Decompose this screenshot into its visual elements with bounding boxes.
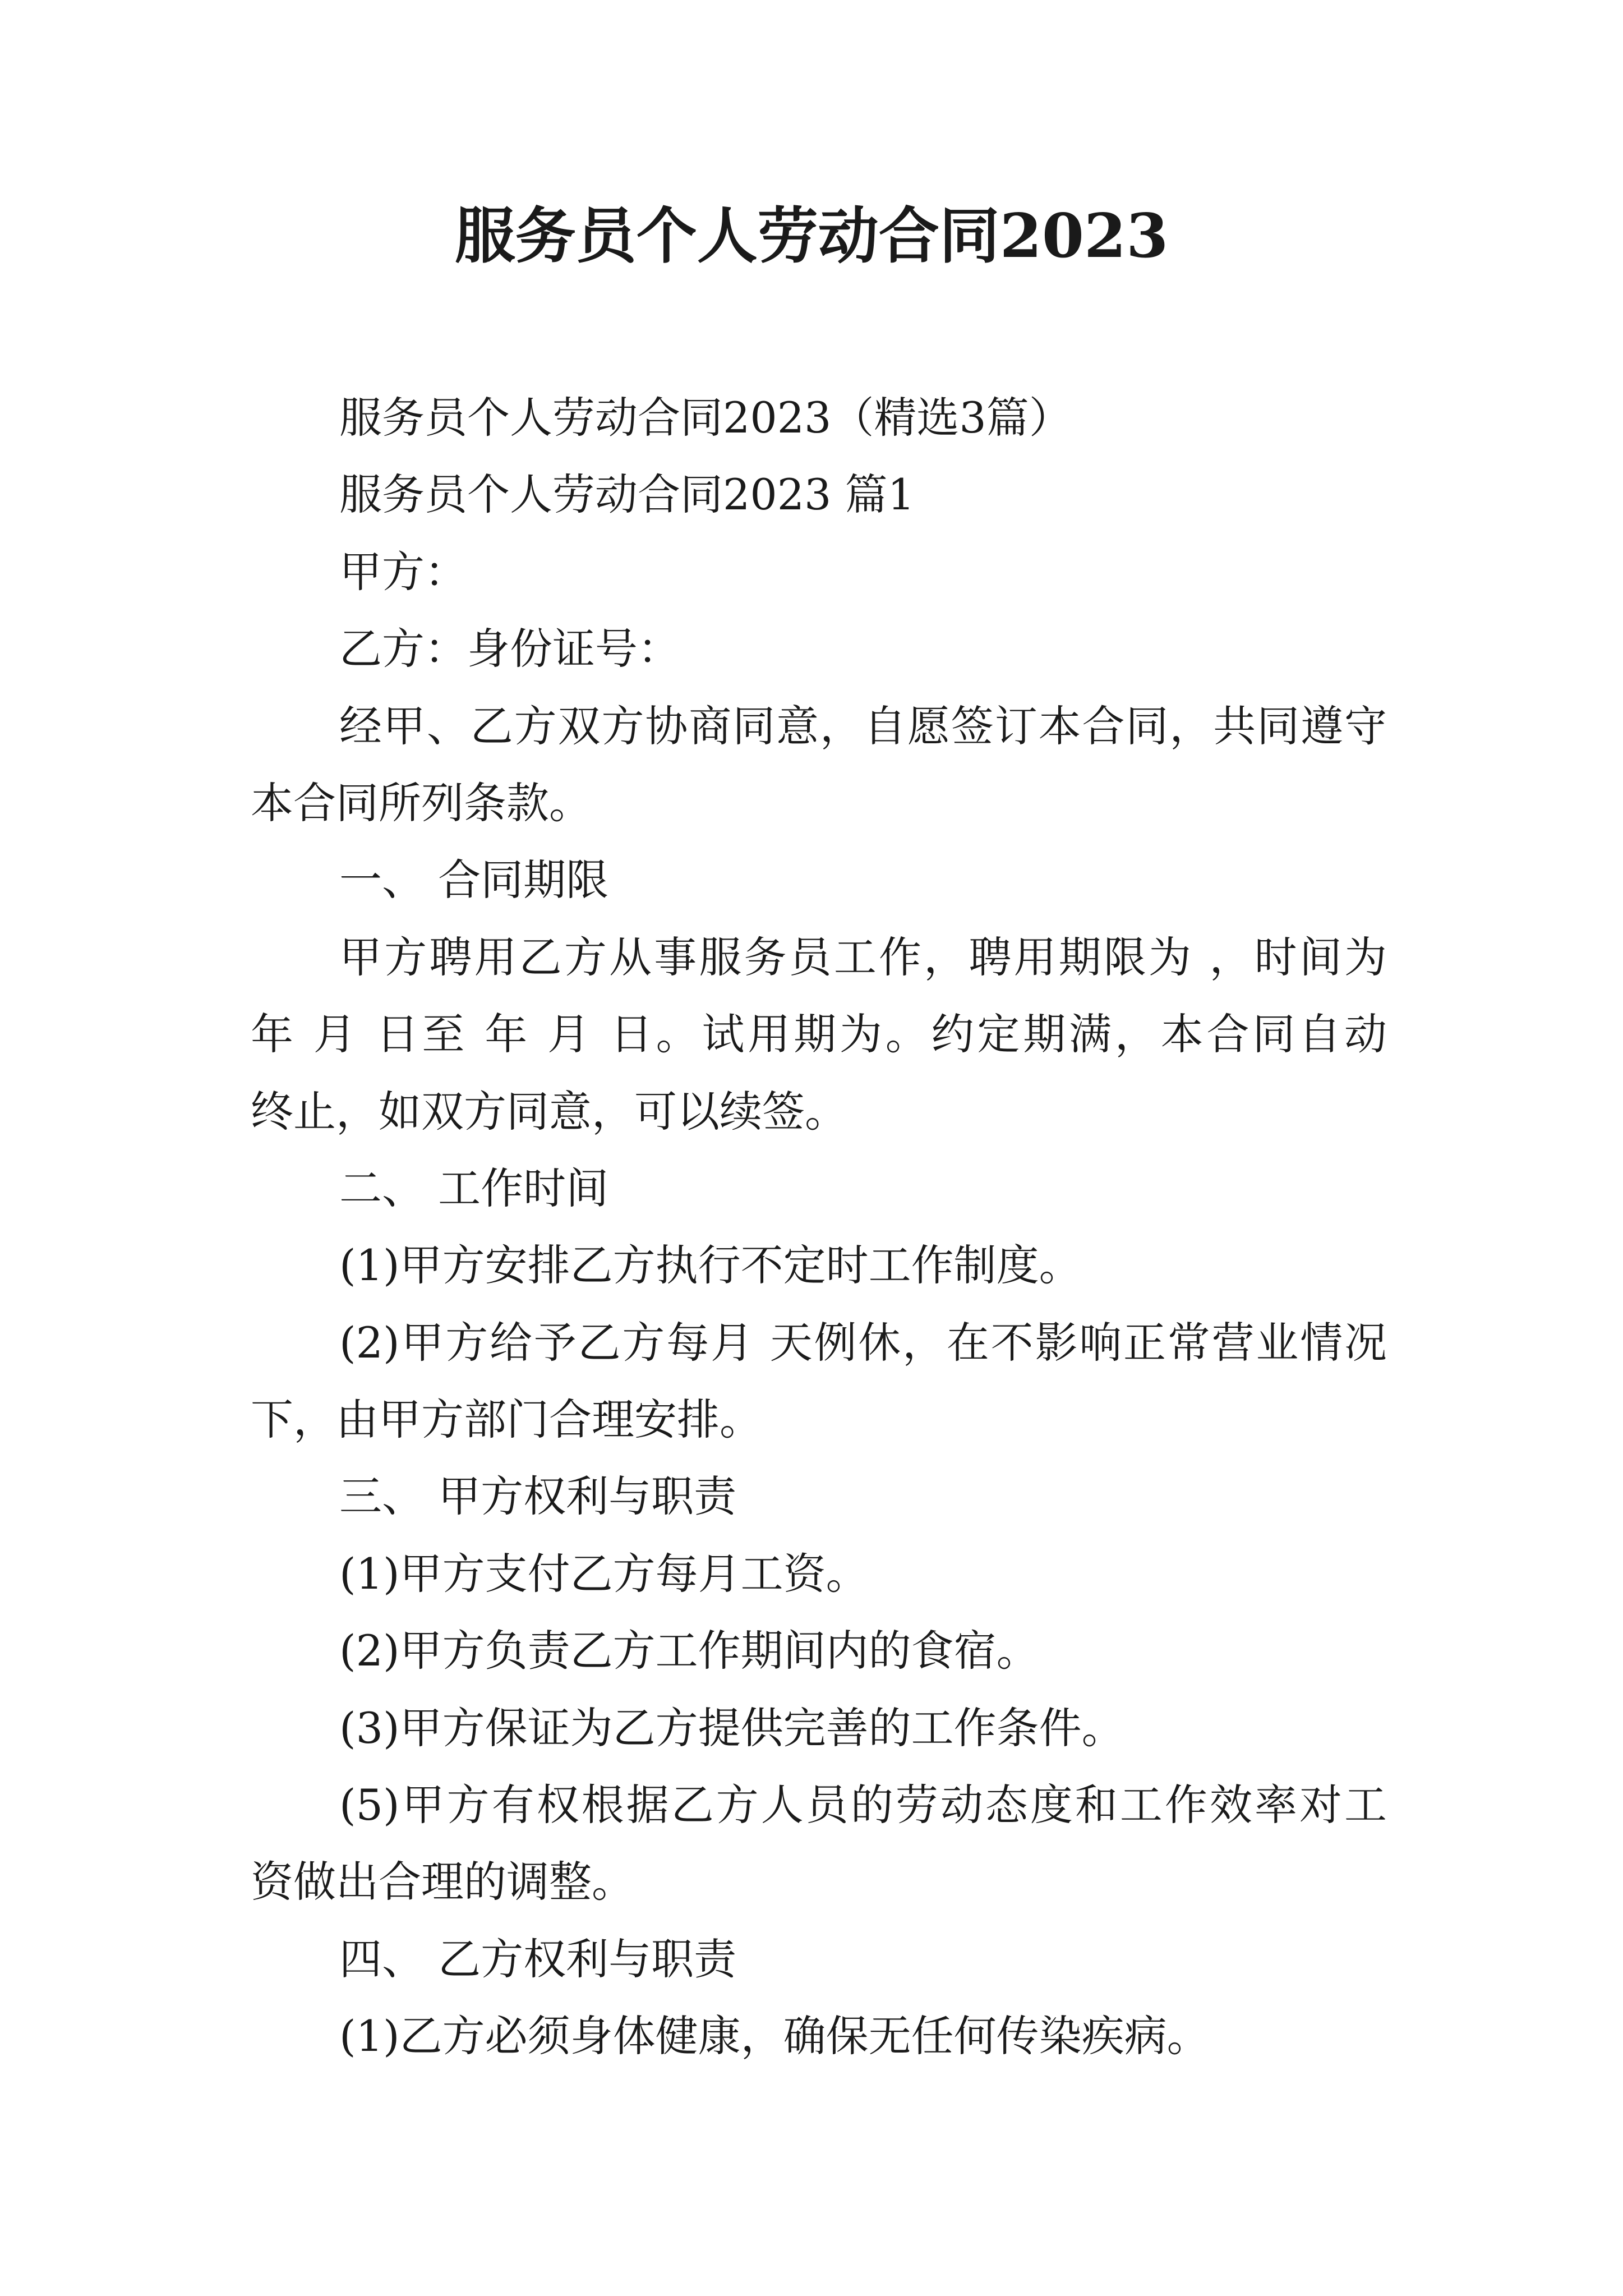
section-heading-contract-term bbox=[251, 841, 1387, 918]
contract-term-paragraph bbox=[251, 919, 1387, 1150]
text-line: (2)甲方给予乙方每月 天例休，在不影响正常营业情况 bbox=[339, 1317, 1387, 1368]
text-line: (1)乙方必须身体健康，确保无任何传染疾病。 bbox=[339, 2011, 1210, 2062]
text-line: (3)甲方保证为乙方提供完善的工作条件。 bbox=[339, 1703, 1124, 1753]
text-line: 本合同所列条款。 bbox=[251, 777, 592, 828]
text-line: (2)甲方负责乙方工作期间内的食宿。 bbox=[339, 1626, 1039, 1676]
document-subtitle bbox=[251, 379, 1387, 456]
text-line: 甲方聘用乙方从事服务员工作，聘用期限为 ，时间为 bbox=[339, 932, 1387, 982]
clause-paragraph bbox=[251, 1766, 1387, 1921]
text-line: (5)甲方有权根据乙方人员的劳动态度和工作效率对工 bbox=[339, 1780, 1387, 1830]
text-line: 一、 合同期限 bbox=[339, 855, 609, 905]
document-body bbox=[251, 379, 1387, 2075]
text-line: (1)甲方安排乙方执行不定时工作制度。 bbox=[339, 1240, 1082, 1291]
clause-paragraph bbox=[251, 1690, 1387, 1766]
text-line: 乙方：身份证号： bbox=[339, 624, 680, 674]
text-line: (1)甲方支付乙方每月工资。 bbox=[339, 1548, 869, 1599]
section-heading-party-a-duties bbox=[251, 1458, 1387, 1535]
clause-paragraph bbox=[251, 1535, 1387, 1612]
clause-paragraph bbox=[251, 1998, 1387, 2074]
text-line: 经甲、乙方双方协商同意，自愿签订本合同，共同遵守 bbox=[339, 701, 1387, 751]
party-a-line bbox=[251, 533, 1387, 610]
clause-paragraph bbox=[251, 1304, 1387, 1458]
party-b-line bbox=[251, 610, 1387, 687]
section-heading-party-b-duties bbox=[251, 1921, 1387, 1998]
text-line: 三、 甲方权利与职责 bbox=[339, 1471, 737, 1522]
text-line: 下，由甲方部门合理安排。 bbox=[251, 1395, 762, 1445]
document-title: 服务员个人劳动合同2023 bbox=[454, 201, 1169, 272]
text-line: 甲方： bbox=[339, 546, 467, 597]
text-line: 二、 工作时间 bbox=[339, 1163, 609, 1213]
clause-paragraph bbox=[251, 1612, 1387, 1689]
text-line: 四、 乙方权利与职责 bbox=[339, 1934, 737, 1984]
article-heading bbox=[251, 456, 1387, 533]
preamble-paragraph bbox=[251, 688, 1387, 842]
text-line: 年 月 日至 年 月 日。试用期为。约定期满，本合同自动 bbox=[251, 1009, 1387, 1060]
clause-paragraph bbox=[251, 1227, 1387, 1304]
text-line: 服务员个人劳动合同2023 篇1 bbox=[339, 470, 915, 520]
text-line: 资做出合理的调整。 bbox=[251, 1857, 634, 1907]
section-heading-working-hours bbox=[251, 1150, 1387, 1227]
text-line: 终止，如双方同意，可以续签。 bbox=[251, 1086, 847, 1137]
text-line: 服务员个人劳动合同2023（精选3篇） bbox=[339, 393, 1072, 443]
